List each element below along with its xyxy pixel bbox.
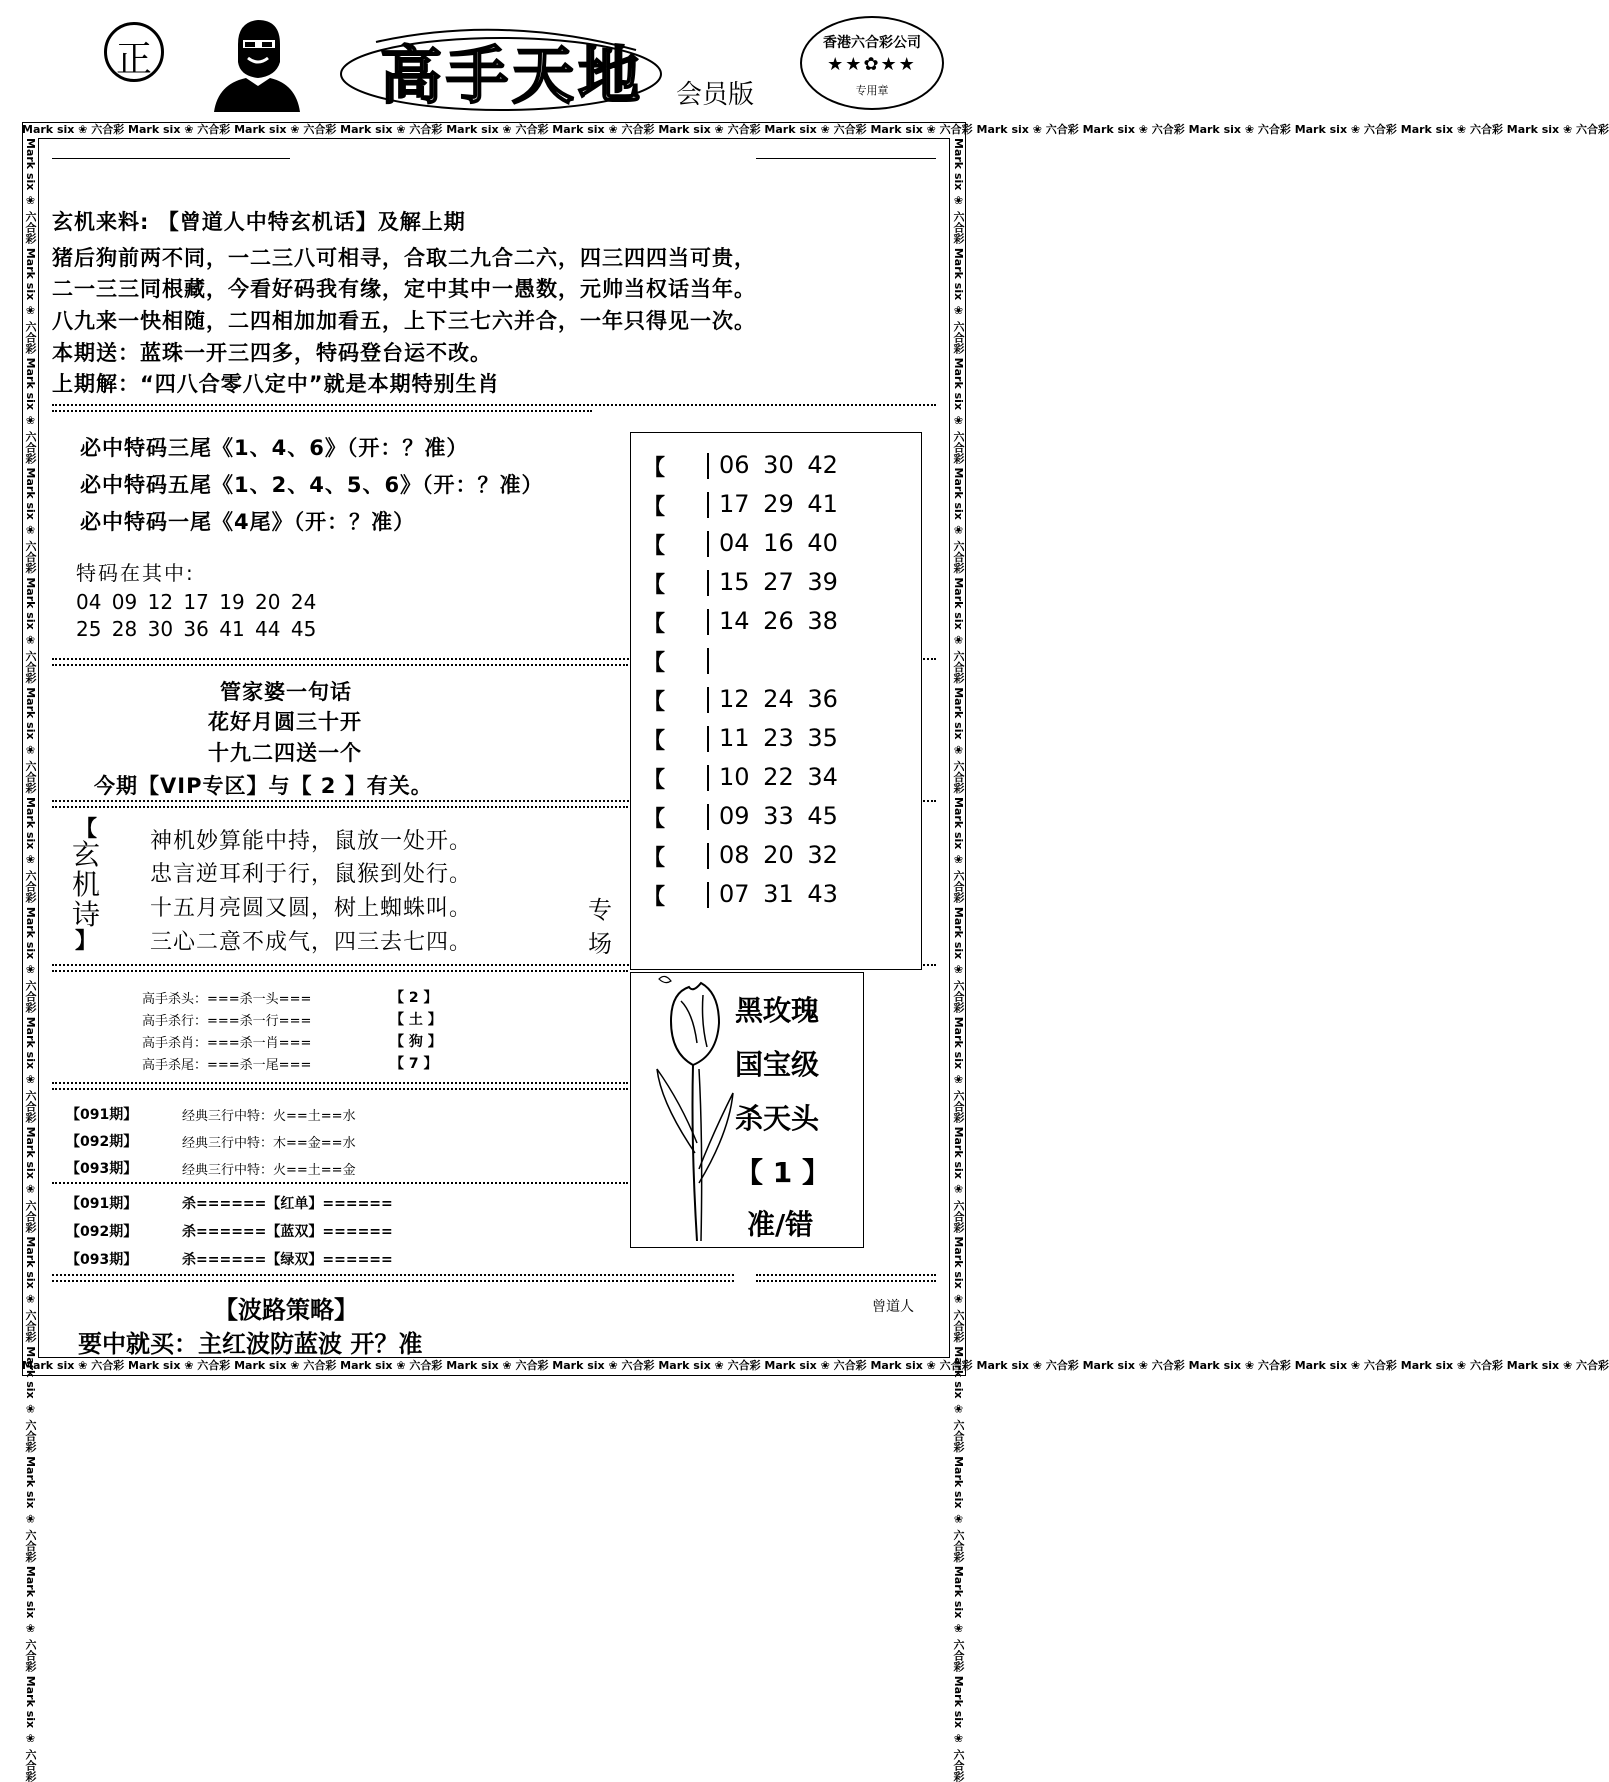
color-period-2: 【092期】 (66, 1224, 138, 1240)
riddle-line-5: 上期解：“四八合零八定中”就是本期特别生肖 (52, 372, 500, 396)
number-row-bracket: 【 (643, 885, 666, 910)
tail-line-2: 必中特码五尾《1、2、4、5、6》（开：？准） (80, 473, 544, 497)
number-row-bracket: 【 (643, 690, 666, 715)
number-row-values: 08 20 32 (719, 841, 838, 869)
number-row-divider (707, 687, 709, 713)
kill-tail-value: 【 7 】 (390, 1056, 438, 1072)
rose-line-4: 【 1 】 (735, 1156, 830, 1189)
kill-head-value: 【 2 】 (390, 990, 438, 1006)
poem-line-3: 十五月亮圆又圆，树上蜘蛛叫。 (150, 896, 473, 921)
header (0, 0, 988, 122)
number-row-divider (707, 453, 709, 479)
number-row-bracket: 【 (643, 768, 666, 793)
number-row-divider (707, 648, 709, 674)
number-row-bracket: 【 (643, 573, 666, 598)
number-row-divider (707, 765, 709, 791)
number-row (643, 880, 913, 910)
number-row-divider (707, 882, 709, 908)
separator-7 (52, 1274, 734, 1276)
side-label-1: 专 (588, 896, 612, 924)
classic-period-2: 【092期】 (66, 1134, 138, 1150)
seal-bottom-text: 专用章 (855, 84, 889, 97)
rose-line-2: 国宝级 (735, 1048, 820, 1081)
border-right-text: Mark six ❀ 六合彩 Mark six ❀ 六合彩 Mark six ❀ 六合彩 Mark six ❀ 六合彩 Mark six ❀ 六合彩 Mark six ❀ 六合彩 Mark six ❀ 六合彩 Mark six ❀ 六合彩 Mark six ❀ 六合彩 Mark six ❀ 六合彩 Mark six ❀ 六合彩 Mark six ❀ 六合彩 Mark six ❀ 六合彩 Mark six ❀ 六合彩 Mark six ❀ 六合彩 (952, 138, 965, 1782)
number-row (643, 802, 913, 832)
number-row-divider (707, 726, 709, 752)
number-row-values: 07 31 43 (719, 880, 838, 908)
special-numbers-2: 25 28 30 36 41 44 45 (76, 617, 317, 641)
wave-title: 【波路策略】 (214, 1296, 358, 1324)
kill-zodiac-value: 【 狗 】 (390, 1034, 442, 1050)
number-row (643, 763, 913, 793)
signature: 曾道人 (872, 1299, 914, 1315)
rose-image (641, 973, 741, 1245)
rose-line-3: 杀天头 (735, 1102, 820, 1135)
number-row-values: 17 29 41 (719, 490, 838, 518)
seal-stars: ★★✿★★ (827, 54, 917, 75)
badge-circle (104, 22, 164, 82)
poem-line-1: 神机妙算能中持，鼠放一处开。 (150, 829, 473, 854)
tail-line-3: 必中特码一尾《4尾》（开：？准） (80, 510, 416, 534)
border-left-text: Mark six ❀ 六合彩 Mark six ❀ 六合彩 Mark six ❀ 六合彩 Mark six ❀ 六合彩 Mark six ❀ 六合彩 Mark six ❀ 六合彩 Mark six ❀ 六合彩 Mark six ❀ 六合彩 Mark six ❀ 六合彩 Mark six ❀ 六合彩 Mark six ❀ 六合彩 Mark six ❀ 六合彩 Mark six ❀ 六合彩 Mark six ❀ 六合彩 Mark six ❀ 六合彩 (24, 138, 37, 1782)
number-row-divider (707, 531, 709, 557)
classic-text-3: 经典三行中特：火==土==金 (182, 1163, 356, 1178)
poem-line-2: 忠言逆耳利于行，鼠猴到处行。 (150, 862, 473, 887)
side-label-2: 场 (588, 930, 612, 958)
number-row-bracket: 【 (643, 495, 666, 520)
number-row-bracket: 【 (643, 651, 666, 676)
rose-line-5: 准/错 (747, 1208, 814, 1241)
riddle-line-4: 本期送：蓝珠一开三四多，特码登台运不改。 (52, 341, 492, 365)
number-row-bracket: 【 (643, 846, 666, 871)
color-text-3: 杀======【绿双】====== (182, 1252, 393, 1268)
separator-4b (52, 970, 628, 972)
kill-zodiac-label: 高手杀肖：===杀一肖=== (142, 1036, 312, 1051)
number-row-values: 14 26 38 (719, 607, 838, 635)
number-row-values: 10 22 34 (719, 763, 838, 791)
tail-line-1: 必中特码三尾《1、4、6》（开：？准） (80, 436, 469, 460)
top-line-right (756, 158, 936, 159)
badge-text: 正 (115, 39, 152, 80)
color-text-1: 杀======【红单】====== (182, 1196, 393, 1212)
number-row-bracket: 【 (643, 534, 666, 559)
number-row-bracket: 【 (643, 456, 666, 481)
riddle-heading: 玄机来料: 【曾道人中特玄机话】及解上期 (52, 210, 466, 234)
rose-box (630, 972, 864, 1248)
separator-7b (52, 1280, 734, 1282)
color-period-1: 【091期】 (66, 1196, 138, 1212)
separator-2b (52, 664, 628, 666)
classic-text-2: 经典三行中特：木==金==水 (182, 1136, 356, 1151)
number-row-values: 12 24 36 (719, 685, 838, 713)
number-row-divider (707, 492, 709, 518)
number-row (643, 646, 913, 676)
border-top: Mark six ❀ 六合彩 Mark six ❀ 六合彩 Mark six ❀ 六合彩 Mark six ❀ 六合彩 Mark six ❀ 六合彩 Mark six ❀ 六合彩 Mark six ❀ 六合彩 Mark six ❀ 六合彩 Mark six ❀ 六合彩 Mark six ❀ 六合彩 Mark six ❀ 六合彩 Mark six ❀ 六合彩 Mark six ❀ 六合彩 Mark six ❀ 六合彩 Mark six ❀ 六合彩 (22, 123, 1609, 136)
number-row-divider (707, 804, 709, 830)
poem-label-bracket-top: 【 (74, 816, 97, 842)
number-row (643, 451, 913, 481)
kill-element-label: 高手杀行：===杀一行=== (142, 1014, 312, 1029)
housekeeper-line-3: 十九二四送一个 (208, 741, 362, 765)
riddle-line-1: 猪后狗前两不同，一二三八可相寻，合取二九合二六，四三四四当可贵， (52, 246, 756, 270)
classic-period-3: 【093期】 (66, 1161, 138, 1177)
title: 高手天地 (380, 39, 645, 112)
number-row (643, 724, 913, 754)
riddle-line-3: 八九来一快相随，二四相加加看五，上下三七六并合，一年只得见一次。 (52, 309, 756, 333)
poem-label-char-2: 机 (71, 868, 100, 901)
kill-tail-label: 高手杀尾：===杀一尾=== (142, 1058, 312, 1073)
separator-6 (52, 1182, 628, 1184)
special-numbers-1: 04 09 12 17 19 20 24 (76, 590, 317, 614)
poem-label-bracket-bottom: 】 (74, 928, 97, 954)
kill-head-label: 高手杀头：===杀一头=== (142, 992, 312, 1007)
seal-top-text: 香港六合彩公司 (823, 35, 921, 51)
number-row (643, 490, 913, 520)
number-row-values: 09 33 45 (719, 802, 838, 830)
kill-element-value: 【 土 】 (390, 1012, 442, 1028)
number-row-bracket: 【 (643, 729, 666, 754)
number-row (643, 607, 913, 637)
riddle-line-2: 二一三三同根藏，今看好码我有缘，定中其中一愚数，元帅当权话当年。 (52, 277, 756, 301)
poem-label-char-1: 玄 (71, 838, 100, 871)
top-line-left (52, 158, 290, 159)
number-row-values: 04 16 40 (719, 529, 838, 557)
poem-label-char-3: 诗 (71, 898, 100, 931)
housekeeper-line-1: 管家婆一句话 (220, 680, 352, 704)
number-box (630, 432, 922, 970)
classic-text-1: 经典三行中特：火==土==水 (182, 1109, 356, 1124)
color-text-2: 杀======【蓝双】====== (182, 1224, 393, 1240)
number-row-values: 15 27 39 (719, 568, 838, 596)
special-label: 特码在其中: (76, 561, 195, 585)
number-row (643, 841, 913, 871)
rose-line-1: 黑玫瑰 (735, 994, 820, 1027)
separator-7c (756, 1274, 936, 1276)
housekeeper-line-4: 今期【VIP专区】与【 2 】有关。 (94, 774, 433, 798)
separator-7d (756, 1280, 936, 1282)
separator-5 (52, 1082, 628, 1084)
number-row-values: 11 23 35 (719, 724, 838, 752)
number-row-bracket: 【 (643, 612, 666, 637)
separator-1 (52, 404, 936, 406)
portrait-image (210, 14, 302, 112)
classic-period-1: 【091期】 (66, 1107, 138, 1123)
wave-text: 要中就买：主红波防蓝波 开？准 (78, 1330, 423, 1358)
number-row-divider (707, 609, 709, 635)
separator-3b (52, 806, 628, 808)
poem-label (66, 818, 106, 952)
poem-line-4: 三心二意不成气，四三去七四。 (150, 930, 473, 955)
separator-1b (52, 410, 592, 412)
separator-5b (52, 1088, 628, 1090)
number-row-values: 06 30 42 (719, 451, 838, 479)
housekeeper-line-2: 花好月圆三十开 (208, 710, 362, 734)
number-row (643, 685, 913, 715)
border-bottom: Mark six ❀ 六合彩 Mark six ❀ 六合彩 Mark six ❀ 六合彩 Mark six ❀ 六合彩 Mark six ❀ 六合彩 Mark six ❀ 六合彩 Mark six ❀ 六合彩 Mark six ❀ 六合彩 Mark six ❀ 六合彩 Mark six ❀ 六合彩 Mark six ❀ 六合彩 Mark six ❀ 六合彩 Mark six ❀ 六合彩 Mark six ❀ 六合彩 Mark six ❀ 六合彩 (22, 1359, 1609, 1372)
number-row (643, 529, 913, 559)
subtitle: 会员版 (676, 80, 755, 110)
color-period-3: 【093期】 (66, 1252, 138, 1268)
number-row (643, 568, 913, 598)
company-seal (800, 16, 944, 110)
number-row-divider (707, 843, 709, 869)
number-row-bracket: 【 (643, 807, 666, 832)
number-row-divider (707, 570, 709, 596)
